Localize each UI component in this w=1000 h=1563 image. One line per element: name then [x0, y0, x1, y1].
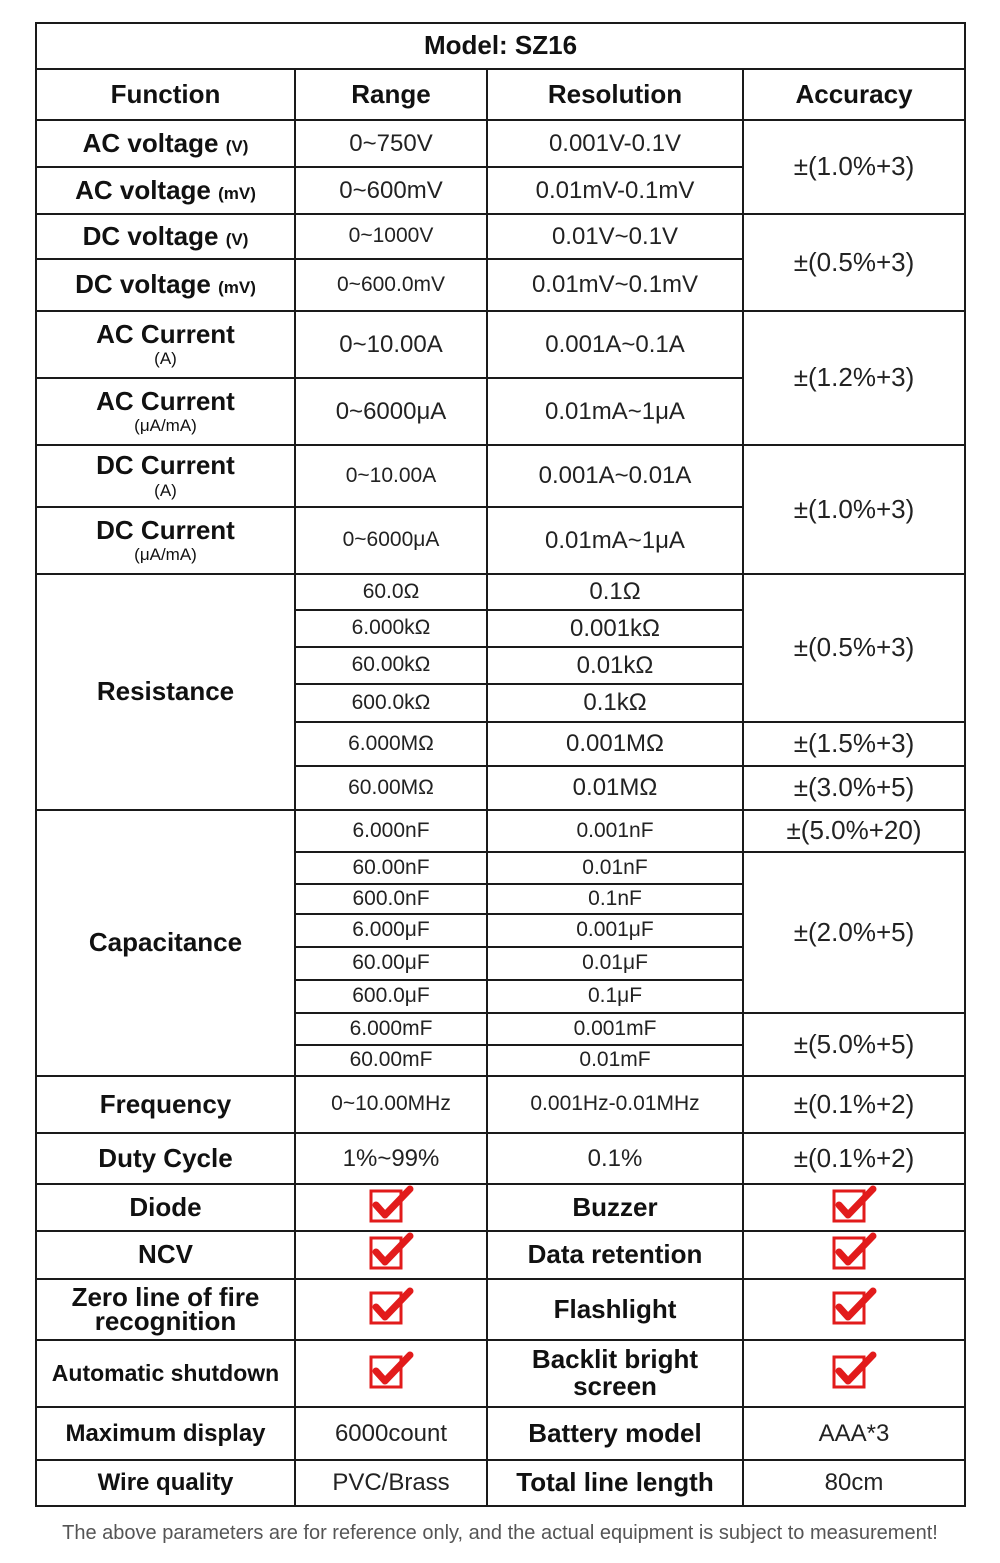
function-ac-microamp: AC Current (μA/mA) — [36, 378, 295, 445]
red-check-mark-icon — [831, 1232, 877, 1277]
accuracy-capacitance: ±(5.0%+20) — [743, 810, 965, 852]
function-duty-cycle: Duty Cycle — [36, 1133, 295, 1184]
red-check-mark-icon — [831, 1351, 877, 1396]
range-capacitance: 600.0μF — [295, 980, 487, 1013]
red-check-mark-icon — [368, 1232, 414, 1277]
resolution-dc-millivolt: 0.01mV~0.1mV — [487, 259, 743, 311]
accuracy-dc-current: ±(1.0%+3) — [743, 445, 965, 574]
range-resistance: 600.0kΩ — [295, 684, 487, 722]
resolution-dc-voltage: 0.01V~0.1V — [487, 214, 743, 259]
accuracy-capacitance: ±(2.0%+5) — [743, 852, 965, 1013]
resolution-resistance: 0.1kΩ — [487, 684, 743, 722]
resolution-dc-microamp: 0.01mA~1μA — [487, 507, 743, 574]
resolution-capacitance: 0.001μF — [487, 914, 743, 947]
function-dc-current: DC Current (A) — [36, 445, 295, 507]
resolution-resistance: 0.1Ω — [487, 574, 743, 610]
resolution-capacitance: 0.01mF — [487, 1045, 743, 1076]
function-ac-millivolt: AC voltage (mV) — [36, 167, 295, 214]
range-resistance: 6.000MΩ — [295, 722, 487, 766]
accuracy-capacitance: ±(5.0%+5) — [743, 1013, 965, 1076]
accuracy-duty-cycle: ±(0.1%+2) — [743, 1133, 965, 1184]
range-resistance: 60.0Ω — [295, 574, 487, 610]
resolution-capacitance: 0.1nF — [487, 884, 743, 914]
feature-flashlight: Flashlight — [487, 1279, 743, 1340]
range-capacitance: 60.00mF — [295, 1045, 487, 1076]
range-duty-cycle: 1%~99% — [295, 1133, 487, 1184]
resolution-ac-millivolt: 0.01mV-0.1mV — [487, 167, 743, 214]
feature-check-cell — [743, 1279, 965, 1340]
accuracy-resistance: ±(1.5%+3) — [743, 722, 965, 766]
function-frequency: Frequency — [36, 1076, 295, 1133]
resolution-capacitance: 0.1μF — [487, 980, 743, 1013]
range-frequency: 0~10.00MHz — [295, 1076, 487, 1133]
range-capacitance: 60.00nF — [295, 852, 487, 884]
feature-buzzer: Buzzer — [487, 1184, 743, 1231]
spec-battery-model: Battery model — [487, 1407, 743, 1460]
resolution-capacitance: 0.01nF — [487, 852, 743, 884]
range-ac-microamp: 0~6000μA — [295, 378, 487, 445]
range-ac-current: 0~10.00A — [295, 311, 487, 378]
red-check-mark-icon — [831, 1185, 877, 1230]
range-resistance: 60.00MΩ — [295, 766, 487, 810]
resolution-capacitance: 0.01μF — [487, 947, 743, 980]
range-capacitance: 6.000μF — [295, 914, 487, 947]
feature-data-retention: Data retention — [487, 1231, 743, 1279]
resolution-ac-current: 0.001A~0.1A — [487, 311, 743, 378]
accuracy-frequency: ±(0.1%+2) — [743, 1076, 965, 1133]
resolution-capacitance: 0.001nF — [487, 810, 743, 852]
feature-check-cell — [743, 1184, 965, 1231]
table-title: Model: SZ16 — [36, 23, 965, 69]
spec-total-line-length: Total line length — [487, 1460, 743, 1506]
accuracy-ac-voltage: ±(1.0%+3) — [743, 120, 965, 214]
feature-zero-line-of-fire: Zero line of fire recognition — [36, 1279, 295, 1340]
resolution-dc-current: 0.001A~0.01A — [487, 445, 743, 507]
red-check-mark-icon — [368, 1351, 414, 1396]
feature-backlit-screen: Backlit bright screen — [487, 1340, 743, 1407]
feature-check-cell — [743, 1340, 965, 1407]
range-capacitance: 6.000nF — [295, 810, 487, 852]
resolution-resistance: 0.001kΩ — [487, 610, 743, 647]
resolution-resistance: 0.01kΩ — [487, 647, 743, 684]
function-dc-millivolt: DC voltage (mV) — [36, 259, 295, 311]
resolution-capacitance: 0.001mF — [487, 1013, 743, 1045]
spec-total-line-length-value: 80cm — [743, 1460, 965, 1506]
accuracy-dc-voltage: ±(0.5%+3) — [743, 214, 965, 311]
feature-check-cell — [295, 1279, 487, 1340]
function-dc-voltage: DC voltage (V) — [36, 214, 295, 259]
feature-ncv: NCV — [36, 1231, 295, 1279]
function-capacitance: Capacitance — [36, 810, 295, 1076]
resolution-resistance: 0.01MΩ — [487, 766, 743, 810]
spec-maximum-display-value: 6000count — [295, 1407, 487, 1460]
footnote: The above parameters are for reference only, and the actual equipment is subject to measurement! — [62, 1522, 938, 1544]
function-ac-voltage: AC voltage (V) — [36, 120, 295, 167]
range-dc-current: 0~10.00A — [295, 445, 487, 507]
header-resolution: Resolution — [487, 69, 743, 120]
red-check-mark-icon — [368, 1185, 414, 1230]
function-ac-current: AC Current (A) — [36, 311, 295, 378]
header-accuracy: Accuracy — [743, 69, 965, 120]
accuracy-resistance: ±(0.5%+3) — [743, 574, 965, 722]
range-dc-voltage: 0~1000V — [295, 214, 487, 259]
header-function: Function — [36, 69, 295, 120]
red-check-mark-icon — [368, 1287, 414, 1332]
feature-diode: Diode — [36, 1184, 295, 1231]
feature-check-cell — [743, 1231, 965, 1279]
spec-wire-quality-value: PVC/Brass — [295, 1460, 487, 1506]
resolution-ac-voltage: 0.001V-0.1V — [487, 120, 743, 167]
function-resistance: Resistance — [36, 574, 295, 810]
resolution-resistance: 0.001MΩ — [487, 722, 743, 766]
feature-check-cell — [295, 1184, 487, 1231]
resolution-duty-cycle: 0.1% — [487, 1133, 743, 1184]
feature-check-cell — [295, 1231, 487, 1279]
spec-wire-quality: Wire quality — [36, 1460, 295, 1506]
accuracy-resistance: ±(3.0%+5) — [743, 766, 965, 810]
spec-maximum-display: Maximum display — [36, 1407, 295, 1460]
feature-automatic-shutdown: Automatic shutdown — [36, 1340, 295, 1407]
range-capacitance: 600.0nF — [295, 884, 487, 914]
range-resistance: 6.000kΩ — [295, 610, 487, 647]
range-ac-voltage: 0~750V — [295, 120, 487, 167]
spec-table — [35, 22, 966, 1507]
accuracy-ac-current: ±(1.2%+3) — [743, 311, 965, 445]
range-resistance: 60.00kΩ — [295, 647, 487, 684]
range-ac-millivolt: 0~600mV — [295, 167, 487, 214]
range-dc-millivolt: 0~600.0mV — [295, 259, 487, 311]
range-dc-microamp: 0~6000μA — [295, 507, 487, 574]
resolution-frequency: 0.001Hz-0.01MHz — [487, 1076, 743, 1133]
resolution-ac-microamp: 0.01mA~1μA — [487, 378, 743, 445]
red-check-mark-icon — [831, 1287, 877, 1332]
range-capacitance: 60.00μF — [295, 947, 487, 980]
header-range: Range — [295, 69, 487, 120]
range-capacitance: 6.000mF — [295, 1013, 487, 1045]
feature-check-cell — [295, 1340, 487, 1407]
spec-battery-model-value: AAA*3 — [743, 1407, 965, 1460]
function-dc-microamp: DC Current (μA/mA) — [36, 507, 295, 574]
